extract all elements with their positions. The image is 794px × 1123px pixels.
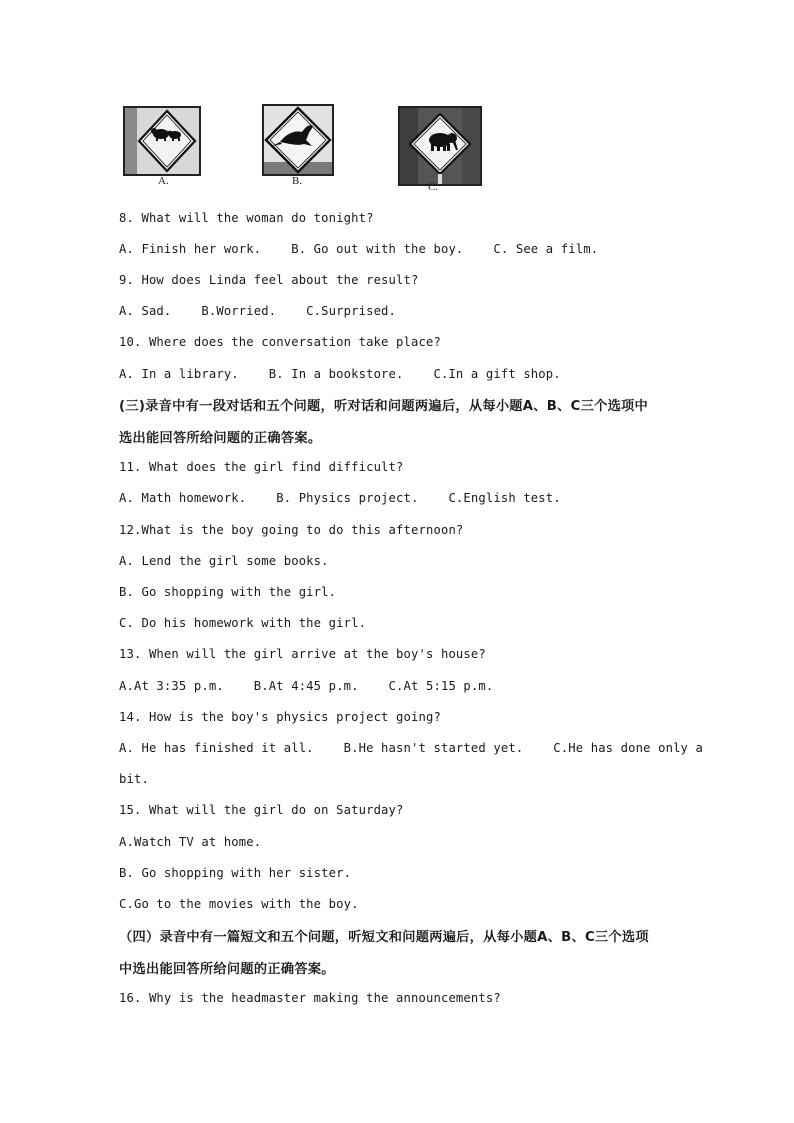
kangaroo-crossing-sign-image (262, 104, 334, 176)
question-8-options: A. Finish her work. B. Go out with the boy. C. See a film. (119, 242, 599, 256)
question-11-options: A. Math homework. B. Physics project. C.English test. (119, 491, 561, 505)
question-12-option-a: A. Lend the girl some books. (119, 554, 329, 568)
sign-option-b[interactable] (260, 98, 336, 194)
sign-option-a-label: A. (158, 175, 169, 187)
question-15-option-c: C.Go to the movies with the boy. (119, 897, 359, 911)
sign-option-b-label: B. (292, 175, 303, 187)
question-9-options: A. Sad. B.Worried. C.Surprised. (119, 304, 397, 318)
sign-option-a[interactable] (120, 98, 202, 194)
question-15: 15. What will the girl do on Saturday? (119, 803, 404, 817)
question-16: 16. Why is the headmaster making the announcements? (119, 991, 501, 1005)
question-13: 13. When will the girl arrive at the boy's house? (119, 647, 486, 661)
section-4-instructions-line1: （四）录音中有一篇短文和五个问题，听短文和问题两遍后，从每小题A、B、C三个选项 (119, 930, 649, 945)
question-8: 8. What will the woman do tonight? (119, 211, 374, 225)
question-12-option-c: C. Do his homework with the girl. (119, 616, 367, 630)
question-15-option-a: A.Watch TV at home. (119, 835, 262, 849)
question-10: 10. Where does the conversation take place? (119, 335, 441, 349)
question-14: 14. How is the boy's physics project going? (119, 710, 441, 724)
question-13-options: A.At 3:35 p.m. B.At 4:45 p.m. C.At 5:15 p.m. (119, 679, 494, 693)
question-15-option-b: B. Go shopping with her sister. (119, 866, 352, 880)
question-11: 11. What does the girl find difficult? (119, 460, 404, 474)
question-9: 9. How does Linda feel about the result? (119, 273, 419, 287)
question-14-options-continued: bit. (119, 772, 149, 786)
sign-option-c[interactable] (396, 98, 482, 194)
section-4-instructions-line2: 中选出能回答所给问题的正确答案。 (119, 962, 335, 977)
question-10-options: A. In a library. B. In a bookstore. C.In a gift shop. (119, 367, 561, 381)
road-sign-images (120, 98, 482, 194)
bear-crossing-sign-image (123, 106, 201, 176)
elephant-crossing-sign-image (398, 106, 482, 186)
question-12-option-b: B. Go shopping with the girl. (119, 585, 337, 599)
section-3-instructions-line2: 选出能回答所给问题的正确答案。 (119, 431, 322, 446)
question-14-options: A. He has finished it all. B.He hasn't started yet. C.He has done only a (119, 741, 704, 755)
question-12: 12.What is the boy going to do this afternoon? (119, 523, 464, 537)
sign-option-c-label: C. (428, 181, 439, 193)
section-3-instructions-line1: (三)录音中有一段对话和五个问题，听对话和问题两遍后，从每小题A、B、C三个选项中 (119, 399, 649, 414)
